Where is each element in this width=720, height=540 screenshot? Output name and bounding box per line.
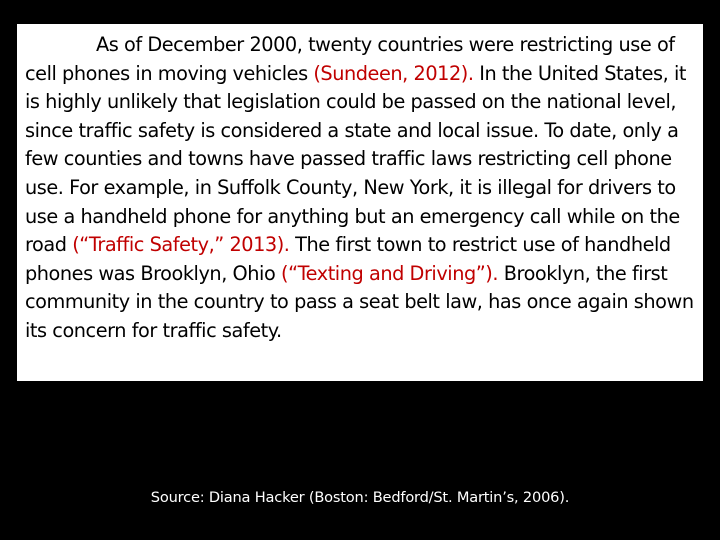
text-box (17, 24, 703, 381)
paragraph-segment: Brooklyn, the first community in the country to pass a seat belt law, has once again shown its concern for traffic safety. (25, 261, 694, 342)
body-paragraph (25, 31, 695, 346)
source-caption: Source: Diana Hacker (Boston: Bedford/St. Martin’s, 2006). (150, 489, 570, 506)
citation-texting-and-driving: (“Texting and Driving”). (281, 261, 499, 285)
paragraph-segment: As of December 2000, twenty countries were restricting use of cell phones in moving vehicles (25, 33, 675, 85)
citation-sundeen: (Sundeen, 2012). (313, 61, 474, 85)
citation-traffic-safety: (“Traffic Safety,” 2013). (72, 233, 290, 257)
paragraph-segment: In the United States, it is highly unlikely that legislation could be passed on the national level, since traffic safety is considered a state and local issue. To date, only a few counties and towns have passed traffic laws restricting cell phone use. For example, in Suffolk County, New York, it is illegal for drivers to use a handheld phone for anything but an emergency call while on the road (25, 61, 686, 257)
paragraph-segment: The first town to restrict use of handheld phones was Brooklyn, Ohio (25, 233, 671, 285)
